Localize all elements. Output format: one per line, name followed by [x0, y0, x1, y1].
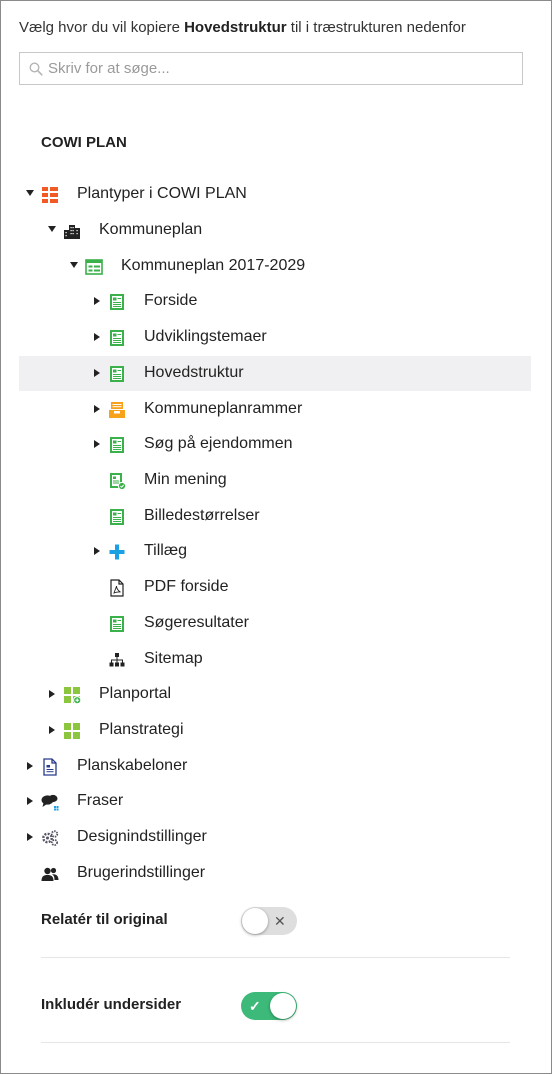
tree-item-label: Kommuneplan 2017-2029 [121, 257, 306, 274]
tree-item-label: PDF forside [144, 578, 229, 595]
tree-item-planportal[interactable] [19, 677, 531, 712]
page-icon [108, 365, 126, 383]
template-document-icon [41, 758, 59, 776]
tree-item-tillaeg[interactable] [19, 534, 531, 569]
close-icon: ✕ [274, 913, 286, 929]
caret-right-icon[interactable] [49, 726, 55, 734]
tree-item-label: Udviklingstemaer [144, 328, 267, 345]
include-subpages-toggle[interactable] [241, 992, 297, 1020]
toggle-knob [270, 993, 296, 1019]
tree-item-fraser[interactable] [19, 784, 531, 819]
tree-item-designindstillinger[interactable] [19, 820, 531, 855]
tree-item-hovedstruktur[interactable] [19, 356, 531, 391]
caret-right-icon[interactable] [49, 690, 55, 698]
page-icon [108, 293, 126, 311]
search-icon [29, 62, 43, 76]
page-icon [108, 436, 126, 454]
tree-item-brugerindstillinger[interactable] [19, 856, 531, 891]
caret-down-icon[interactable] [26, 190, 34, 196]
caret-down-icon[interactable] [70, 262, 78, 268]
tree-item-label: Søg på ejendommen [144, 435, 293, 452]
inbox-tray-icon [108, 401, 126, 419]
portal-grid-icon [63, 686, 81, 704]
caret-right-icon[interactable] [94, 333, 100, 341]
tree-item-kommuneplan-2017-2029[interactable] [19, 249, 531, 284]
instruction-suffix: til i træstrukturen nedenfor [290, 19, 466, 36]
tree-item-kommuneplanrammer[interactable] [19, 392, 531, 427]
page-icon [108, 508, 126, 526]
page-comment-icon [108, 472, 126, 490]
tree-item-billedestoerrelser[interactable] [19, 499, 531, 534]
chat-bubbles-icon [41, 793, 59, 811]
tree-item-label: Søgeresultater [144, 614, 249, 631]
tree-item-pdf-forside[interactable] [19, 570, 531, 605]
tree-item-forside[interactable] [19, 284, 531, 319]
caret-right-icon[interactable] [94, 440, 100, 448]
tree-item-sitemap[interactable] [19, 642, 531, 677]
tree-item-kommuneplan[interactable] [19, 213, 531, 248]
tree-item-label: Kommuneplanrammer [144, 400, 303, 417]
plus-icon [108, 543, 126, 561]
tree-item-plantyper[interactable] [19, 177, 531, 212]
tree-item-label: Plantyper i COWI PLAN [77, 185, 247, 202]
tree-item-label: Tillæg [144, 542, 187, 559]
tree-item-soeg-paa-ejendommen[interactable] [19, 427, 531, 462]
tree-item-planstrategi[interactable] [19, 713, 531, 748]
tree-item-udviklingstemaer[interactable] [19, 320, 531, 355]
search-box[interactable] [19, 52, 523, 85]
plan-types-icon [41, 186, 59, 204]
grid-icon [63, 722, 81, 740]
caret-right-icon[interactable] [94, 547, 100, 555]
tree-item-soegeresultater[interactable] [19, 606, 531, 641]
caret-right-icon[interactable] [27, 762, 33, 770]
instruction-page-name: Hovedstruktur [184, 19, 287, 36]
city-buildings-icon [63, 222, 81, 240]
search-input[interactable] [48, 53, 508, 84]
tree-item-label: Fraser [77, 792, 124, 809]
instruction-text [19, 19, 466, 36]
tree-item-label: Planportal [99, 685, 172, 702]
check-icon: ✓ [249, 998, 261, 1014]
caret-right-icon[interactable] [94, 369, 100, 377]
sitemap-icon [108, 651, 126, 669]
include-subpages-label: Inkludér undersider [41, 996, 182, 1013]
caret-right-icon[interactable] [94, 297, 100, 305]
tree-item-label: Planskabeloner [77, 757, 188, 774]
page-icon [108, 615, 126, 633]
tree-item-label: Brugerindstillinger [77, 864, 206, 881]
relate-original-label: Relatér til original [41, 911, 168, 928]
tree-item-label: Billedestørrelser [144, 507, 260, 524]
divider [41, 957, 510, 958]
tree-root-label: COWI PLAN [41, 134, 127, 151]
page-icon [108, 329, 126, 347]
tree-item-label: Designindstillinger [77, 828, 207, 845]
pdf-icon [108, 579, 126, 597]
caret-down-icon[interactable] [48, 226, 56, 232]
tree-item-planskabeloner[interactable] [19, 749, 531, 784]
tree-item-label: Planstrategi [99, 721, 184, 738]
gears-icon [41, 829, 59, 847]
caret-right-icon[interactable] [27, 833, 33, 841]
instruction-prefix: Vælg hvor du vil kopiere [19, 19, 180, 36]
toggle-knob [242, 908, 268, 934]
divider [41, 1042, 510, 1043]
caret-right-icon[interactable] [94, 405, 100, 413]
relate-original-toggle[interactable] [241, 907, 297, 935]
tree-item-label: Hovedstruktur [144, 364, 244, 381]
users-icon [41, 865, 59, 883]
tree-item-label: Forside [144, 292, 198, 309]
tree-item-min-mening[interactable] [19, 463, 531, 498]
tree-item-label: Min mening [144, 471, 227, 488]
plan-document-icon [85, 258, 103, 276]
tree-item-label: Sitemap [144, 650, 203, 667]
tree-item-label: Kommuneplan [99, 221, 203, 238]
caret-right-icon[interactable] [27, 797, 33, 805]
